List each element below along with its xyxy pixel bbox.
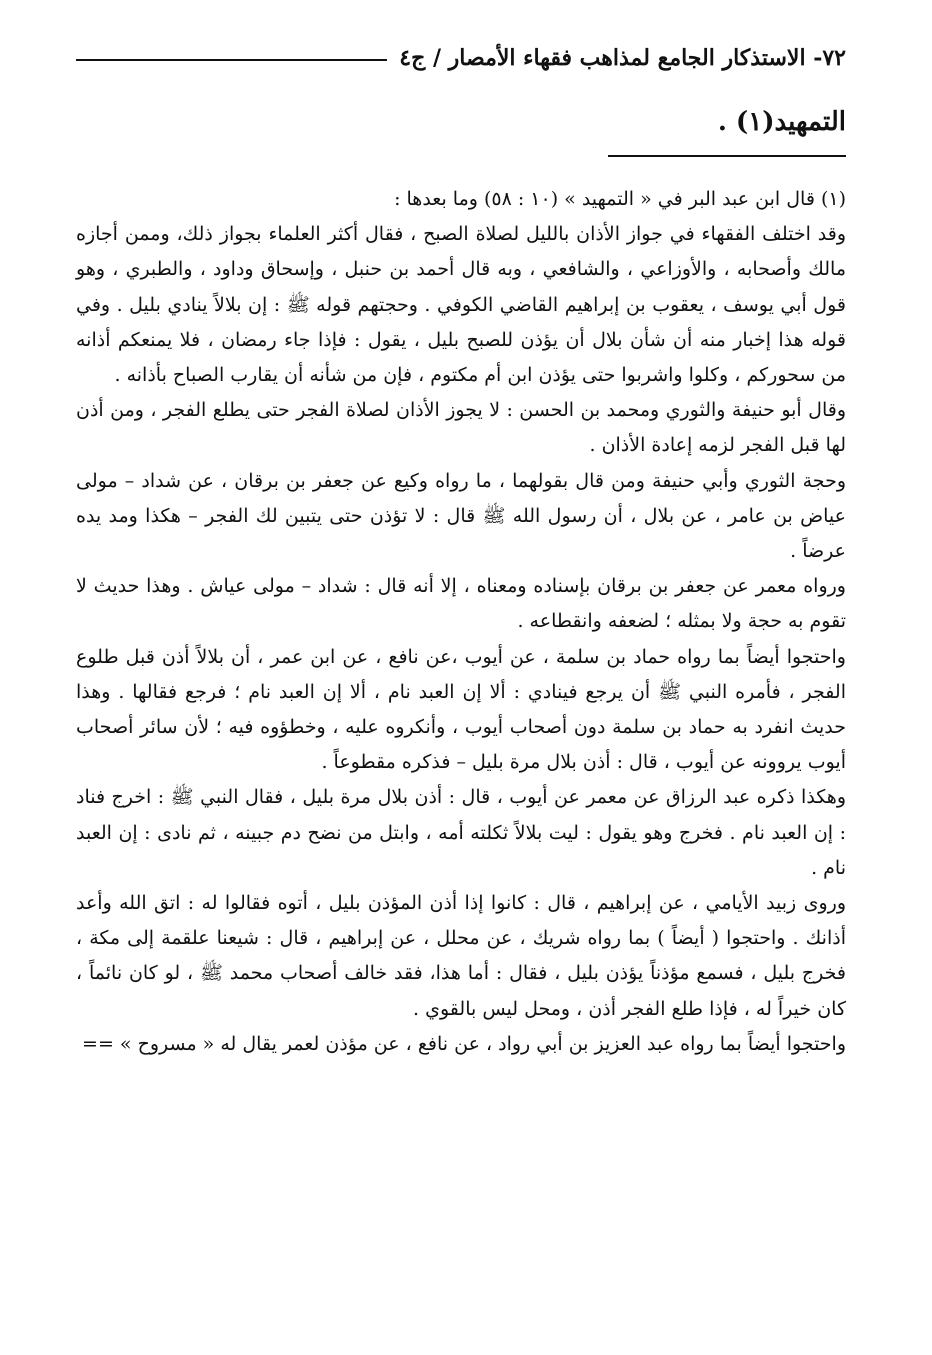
footnote-intro: (١) قال ابن عبد البر في « التمهيد » (١٠ : ٥٨) وما بعدها : xyxy=(394,188,846,210)
footnote-paragraph: ورواه معمر عن جعفر بن برقان بإسناده ومعناه ، إلا أنه قال : شداد – مولى عياش . وهذا حديث لا تقوم به حجة ولا بمثله ؛ لضعفه وانقطاعه . xyxy=(76,575,846,633)
footnote-paragraph: وقال أبو حنيفة والثوري ومحمد بن الحسن : لا يجوز الأذان لصلاة الفجر حتى يطلع الفجر ، ومن أذن لها قبل الفجر لزمه إعادة الأذان . xyxy=(76,399,846,457)
footnote-paragraph: وهكذا ذكره عبد الرزاق عن معمر عن أيوب ، قال : أذن بلال مرة بليل ، فقال النبي ﷺ : اخرج فناد : إن العبد نام . فخرج وهو يقول : ليت بلالاً ثكلته أمه ، وابتل من نضح دم جبينه ، ثم نادى : إن العبد نام . xyxy=(76,786,846,879)
footnote-paragraph: وحجة الثوري وأبي حنيفة ومن قال بقولهما ، ما رواه وكيع عن جعفر بن برقان ، عن شداد – مولى عياض بن عامر ، عن بلال ، أن رسول الله ﷺ قال : لا تؤذن حتى يتبين لك الفجر – هكذا ومد يده عرضاً . xyxy=(76,469,846,563)
main-body-text: التمهيد(١) . xyxy=(717,107,846,137)
running-header-title: ٧٢- الاستذكار الجامع لمذاهب فقهاء الأمصار / ج٤ xyxy=(399,45,846,71)
footnote-paragraph: وقد اختلف الفقهاء في جواز الأذان بالليل لصلاة الصبح ، فقال أكثر العلماء بجواز ذلك، وممن أجازه مالك وأصحابه ، والأوزاعي ، والشافعي ، وبه قال أحمد بن حنبل ، وإسحاق وداود ، والطبري ، وهو قول أبي يوسف ، يعقوب بن إبراهيم القاضي الكوفي . وحجتهم قوله ﷺ : إن بلالاً ينادي بليل . وفي قوله هذا إخبار منه أن شأن بلال أن يؤذن للصبح بليل ، يقول : فإذا جاء رمضان ، فلا يمنعكم أذانه من سحوركم ، وكلوا واشربوا حتى يؤذن ابن أم مكتوم ، فإن من شأنه أن يقارب الصباح بأذانه . xyxy=(76,223,846,387)
footnote-paragraph: واحتجوا أيضاً بما رواه عبد العزيز بن أبي رواد ، عن نافع ، عن مؤذن لعمر يقال له « مسروح » == xyxy=(82,1032,846,1055)
footnote-paragraph: واحتجوا أيضاً بما رواه حماد بن سلمة ، عن أيوب ،عن نافع ، عن ابن عمر ، أن بلالاً أذن قبل طلوع الفجر ، فأمره النبي ﷺ أن يرجع فينادي : ألا إن العبد نام ، ألا إن العبد نام ؛ فرجع فقالها . وهذا حديث انفرد به حماد بن سلمة دون أصحاب أيوب ، وأنكروه عليه ، وخطؤوه فيه ؛ لأن سائر أصحاب أيوب يروونه عن أيوب ، قال : أذن بلال مرة بليل – فذكره مقطوعاً . xyxy=(76,645,846,774)
page-header xyxy=(76,38,846,78)
footnote-separator xyxy=(608,155,846,157)
footnotes-section xyxy=(76,182,846,1062)
footnote-paragraph: وروى زبيد الأيامي ، عن إبراهيم ، قال : كانوا إذا أذن المؤذن بليل ، أتوه فقالوا له : اتق الله وأعد أذانك . واحتجوا ( أيضاً ) بما رواه شريك ، عن محلل ، عن إبراهيم ، قال : شيعنا علقمة إلى مكة ، فخرج بليل ، فسمع مؤذناً يؤذن بليل ، فقال : أما هذا، فقد خالف أصحاب محمد ﷺ ، لو كان نائماً ، كان خيراً له ، فإذا طلع الفجر أذن ، ومحل ليس بالقوي . xyxy=(76,892,846,1020)
header-rule xyxy=(76,59,387,61)
